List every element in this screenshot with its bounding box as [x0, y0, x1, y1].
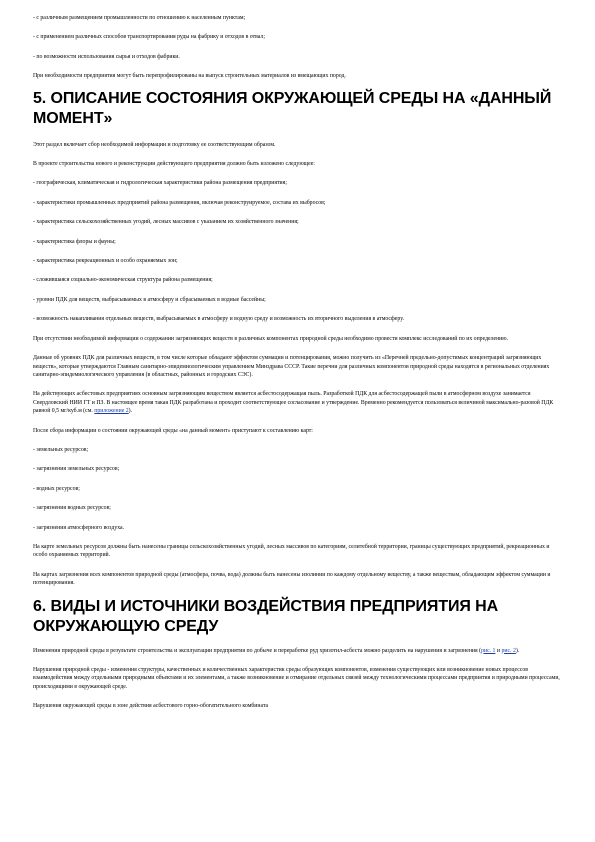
list-item: - характеристика рекреационных и особо охраняемых зон; — [33, 258, 178, 265]
list-item: - с применением различных способов транспортирования руды на фабрику и отходов в отвал; — [33, 34, 265, 41]
list-item: - уровни ПДК для веществ, выбрасываемых в атмосферу и сбрасываемых в водные бассейны; — [33, 296, 266, 303]
list-item: - по возможности использования сырья и отходов фабрики. — [33, 53, 180, 60]
paragraph: Этот раздел включает сбор необходимой информации и подготовку ее соответствующим образом. — [33, 141, 276, 148]
text: На действующих асбестовых предприятиях основным загрязняющим веществом является асбестосодержащая пыль. Разработкой ПДК для асбестосодержащей пыли в атмосферном воздухе занимается Свердловский НИИ ГТ и ПЗ. В настоящее время такая ПДК разработана и проходит соответствующее согласование и утверждение. Временно рекомендуется пользоваться величиной максимально-разовой ПДК равной 0,5 мг/куб.м (см. — [33, 391, 554, 415]
list-item: - земельных ресурсов; — [33, 446, 89, 453]
list-item: - загрязнения атмосферного воздуха. — [33, 524, 125, 531]
text: ). — [128, 408, 133, 415]
list-item: - загрязнения водных ресурсов; — [33, 505, 111, 512]
paragraph — [33, 390, 562, 415]
text: Изменения природной среды в результате строительства и эксплуатации предприятия по добыче и переработке руд хризотил-асбеста можно разделить на нарушения и загрязнения ( — [33, 647, 482, 654]
list-item: - загрязнения земельных ресурсов; — [33, 466, 120, 473]
list-item: - возможность накапливания отдельных веществ, выбрасываемых в атмосферу и водную среду и возможность их вторичного выделения в атмосферу. — [33, 316, 404, 323]
paragraph — [33, 647, 562, 655]
list-item: - водных ресурсов; — [33, 485, 80, 492]
list-item: - с различным размещением промышленности по отношению к населенным пунктам; — [33, 15, 246, 21]
text: ). — [515, 647, 520, 654]
paragraph: На картах загрязнения всех компонентов природной среды (атмосфера, почва, вода) должны быть нанесены изолинии по каждому отдельному веществу, а также веществам, обладающим эффектом суммации и потенцирования. — [33, 571, 551, 587]
figure-1-link[interactable]: рис. 1 — [481, 647, 496, 654]
paragraph: В проекте строительства нового и реконструкции действующего предприятия должно быть изложено следующее: — [33, 161, 315, 168]
paragraph: При отсутствии необходимой информации о содержании загрязняющих веществ в различных компонентах природной среды необходимо провести комплекс исследований по их определению. — [33, 335, 509, 342]
appendix-2-link[interactable]: приложение 2 — [94, 408, 129, 415]
text: и — [495, 647, 502, 654]
section-heading-6: 6. ВИДЫ И ИСТОЧНИКИ ВОЗДЕЙСТВИЯ ПРЕДПРИЯТИЯ НА ОКРУЖАЮЩУЮ СРЕДУ — [33, 597, 499, 635]
figure-2-link[interactable]: рис. 2 — [501, 647, 516, 654]
paragraph: При необходимости предприятия могут быть перепрофилированы на выпуск строительных материалов из вмещающих пород. — [33, 73, 346, 80]
list-item: - географическая, климатическая и гидрологическая характеристики района размещения предприятия; — [33, 180, 287, 187]
list-item: - характеристики промышленных предприятий района размещения, включая реконструируемое, состава их выбросов; — [33, 199, 326, 206]
paragraph: Данные об уровнях ПДК для различных веществ, в том числе которые обладают эффектом суммации и потенцирования, можно получить из «Перечней предельно-допустимых концентраций загрязняющих веществ», которые утверждаются Главным санитарно-эпидемиологическим управлением Минздрава СССР. Такие перечни для различных компонентов природной среды находятся в региональных отделениях санитарно-эпидемиологического управления (в областных, районных и городских СЭС). — [33, 355, 550, 378]
list-item: - характеристика флоры и фауны; — [33, 238, 116, 245]
paragraph: После сбора информации о состоянии окружающей среды «на данный момент» приступают к составлению карт: — [33, 427, 313, 434]
paragraph: На карте земельных ресурсов должны быть нанесены границы сельскохозяйственных угодий, лесных массивов по категориям, селитебной территории, границы существующих предприятий, рекреационных и особо охраняемых территорий. — [33, 543, 550, 559]
section-heading-5: 5. ОПИСАНИЕ СОСТОЯНИЯ ОКРУЖАЮЩЕЙ СРЕДЫ НА «ДАННЫЙ МОМЕНТ» — [33, 89, 552, 127]
paragraph: Нарушения окружающей среды в зоне действия асбестового горно-обогатительного комбината — [33, 703, 269, 710]
paragraph: Нарушения природной среды - изменения структуры, качественных и количественных характеристик среды образующих компонентов, изменения существующих или возникновение новых процессов взаимодействия между отдельными природными объектами и их элементами, а также возникновение и отмирание отдельных связей между технологическими процессами предприятия и природными процессами, происходящими в окружающей среде. — [33, 667, 560, 690]
list-item: - характеристика сельскохозяйственных угодий, лесных массивов с указанием их хозяйственного значения; — [33, 219, 299, 226]
list-item: - сложившаяся социально-экономическая структура района размещения; — [33, 277, 213, 284]
